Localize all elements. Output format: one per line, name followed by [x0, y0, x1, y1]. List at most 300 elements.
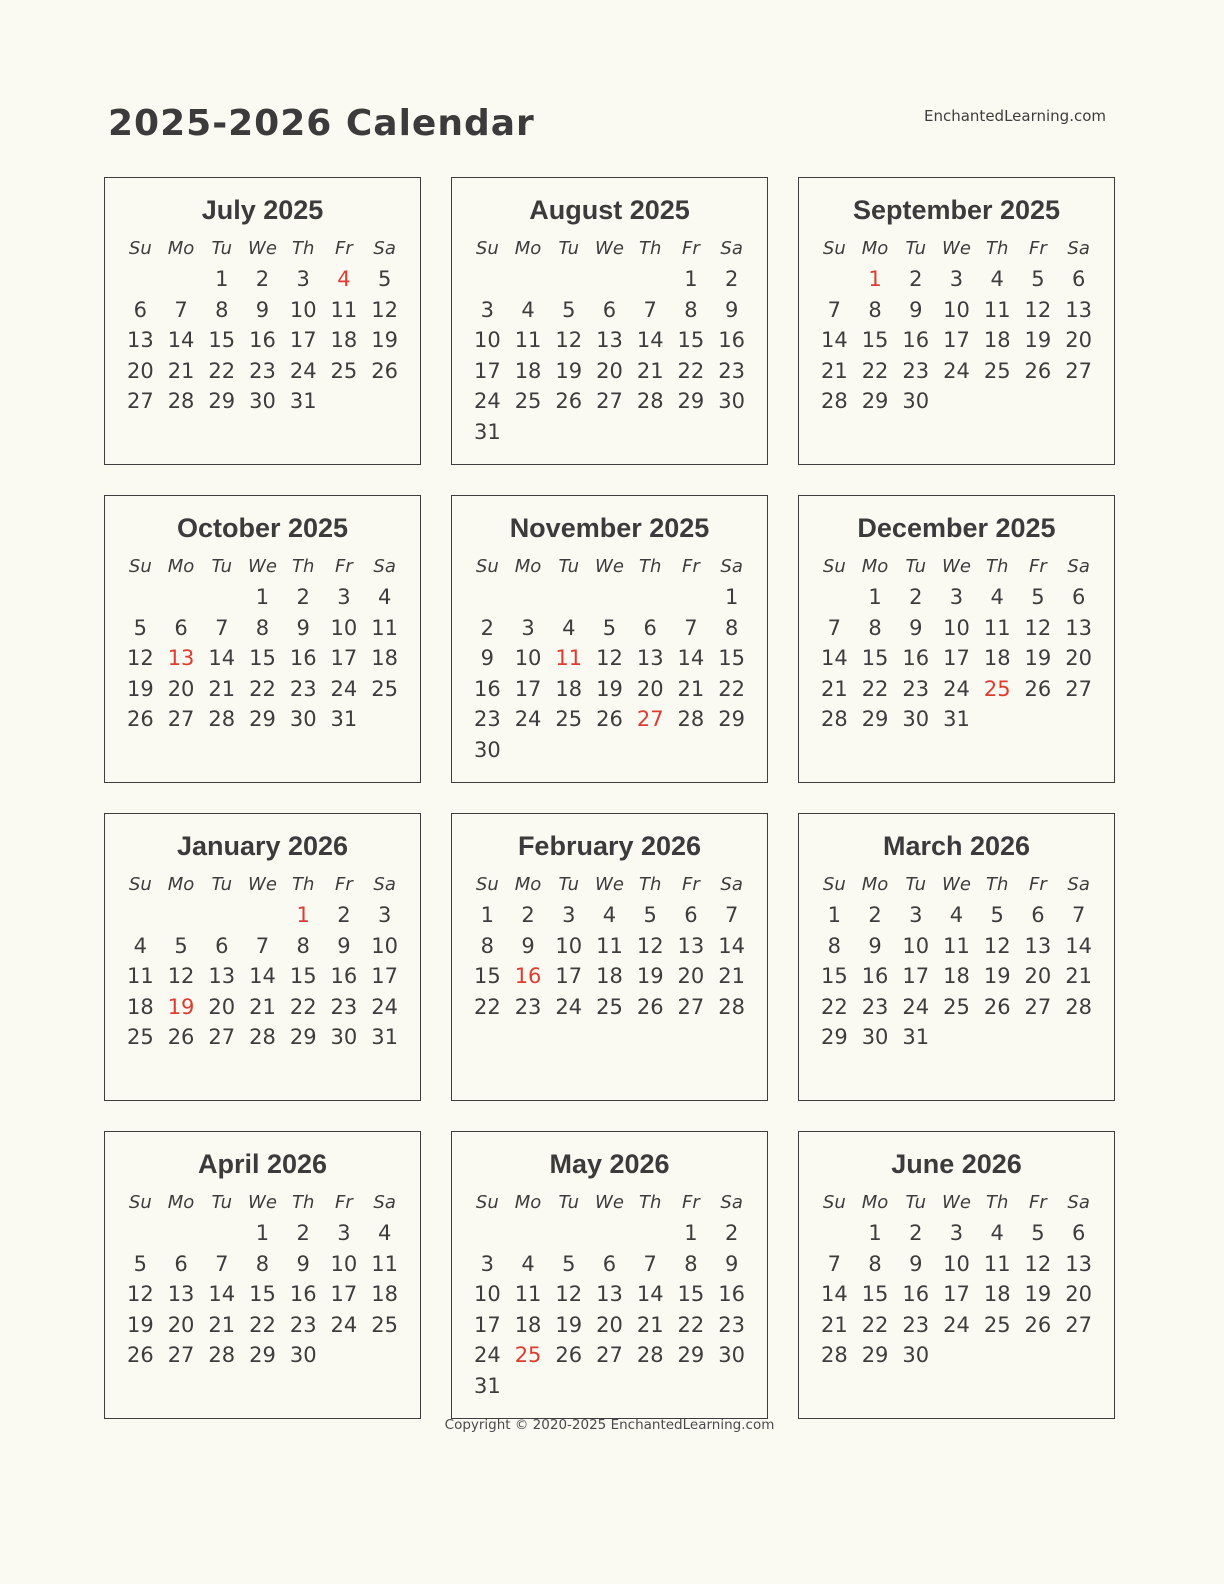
date-cell: 27: [167, 707, 195, 731]
date-cell: 12: [983, 933, 1011, 958]
date-cell: 29: [249, 1343, 276, 1367]
date-cell: 25: [983, 1312, 1011, 1337]
month-day-grid: [814, 900, 1099, 1053]
weekday-label: Fr: [1029, 238, 1047, 259]
date-cell: 28: [249, 1025, 276, 1049]
date-cell: 22: [861, 1312, 889, 1337]
date-cell: 15: [473, 964, 501, 988]
empty-cell: [671, 735, 712, 766]
date-cell: 13: [596, 328, 623, 352]
date-cell: 14: [820, 328, 848, 352]
date-cell: 2: [480, 615, 495, 640]
date-cell: 24: [555, 994, 583, 1019]
date-cell: 30: [902, 389, 930, 413]
empty-cell: [711, 417, 752, 448]
date-cell: 2: [868, 903, 882, 927]
empty-cell: [324, 386, 365, 417]
date-cell: 22: [861, 358, 889, 383]
date-cell: 11: [126, 964, 154, 988]
weekday-label: We: [942, 556, 971, 577]
weekday-label: Th: [292, 874, 315, 895]
date-cell: 20: [596, 1312, 623, 1337]
date-cell: 23: [289, 1312, 317, 1337]
date-cell: 30: [289, 707, 317, 731]
date-cell: 1: [868, 585, 882, 609]
date-cell: 16: [902, 646, 930, 670]
date-cell: 8: [827, 933, 842, 958]
date-cell: 20: [1065, 328, 1092, 352]
month-title: June 2026: [891, 1149, 1022, 1179]
weekday-label: Tu: [211, 1192, 233, 1213]
date-cell: 27: [677, 994, 705, 1019]
date-cell: 2: [909, 267, 923, 291]
empty-cell: [589, 735, 630, 766]
weekday-label: Mo: [514, 874, 542, 895]
date-cell: 28: [820, 389, 848, 413]
date-cell: 25: [126, 1025, 154, 1049]
weekday-label: Fr: [335, 1192, 353, 1213]
weekday-label: We: [942, 1192, 971, 1213]
date-cell: 12: [371, 297, 398, 322]
date-cell: 21: [1065, 964, 1092, 988]
date-cell: 14: [636, 1282, 664, 1306]
weekday-label: Fr: [1029, 874, 1047, 895]
weekday-label: Tu: [558, 874, 580, 895]
weekday-label: We: [248, 556, 277, 577]
date-cell: 21: [249, 994, 276, 1019]
weekday-header-row: [467, 1192, 752, 1213]
month-day-grid: [814, 1218, 1099, 1371]
empty-cell: [364, 1340, 405, 1371]
date-cell: 3: [296, 267, 310, 291]
weekday-label: Tu: [558, 556, 580, 577]
date-cell: 21: [820, 358, 848, 383]
empty-cell: [711, 1371, 752, 1402]
empty-cell: [589, 1371, 630, 1402]
date-cell: 8: [868, 297, 882, 322]
date-cell: 23: [249, 358, 276, 383]
date-cell: 16: [718, 1282, 745, 1306]
weekday-label: Th: [639, 874, 662, 895]
date-cell: 5: [990, 903, 1004, 927]
date-cell: 6: [1071, 267, 1086, 291]
weekday-label: Su: [128, 874, 152, 895]
weekday-label: Sa: [373, 556, 396, 577]
empty-cell: [1058, 1340, 1099, 1371]
weekday-header-row: [467, 874, 752, 895]
empty-cell: [548, 264, 589, 295]
date-cell: 28: [718, 994, 745, 1019]
date-cell: 21: [718, 964, 745, 988]
date-cell: 3: [480, 297, 495, 322]
date-cell: 25: [555, 707, 583, 731]
date-cell: 26: [1024, 676, 1052, 701]
date-cell: 11: [514, 328, 542, 352]
month-title: May 2026: [549, 1149, 670, 1179]
date-cell: 9: [480, 646, 495, 670]
month-day-grid: [120, 582, 405, 735]
weekday-header-row: [814, 874, 1099, 895]
date-cell: 25: [596, 994, 623, 1019]
empty-cell: [467, 582, 508, 613]
date-cell: 8: [215, 297, 229, 322]
date-cell: 24: [473, 1343, 501, 1367]
date-cell: 14: [1065, 933, 1092, 958]
date-cell: 7: [215, 1251, 229, 1276]
date-cell: 7: [255, 933, 270, 958]
date-cell: 9: [909, 1251, 923, 1276]
date-cell: 16: [330, 964, 358, 988]
date-cell: 24: [943, 1312, 970, 1337]
date-cell: 5: [1031, 267, 1045, 291]
date-cell: 16: [473, 676, 501, 701]
date-cell: 3: [949, 267, 964, 291]
date-cell: 10: [514, 646, 542, 670]
date-cell: 27: [208, 1025, 236, 1049]
date-cell: 7: [827, 615, 842, 640]
holiday-date-cell: 25: [983, 676, 1011, 701]
empty-cell: [936, 1340, 977, 1371]
weekday-label: Th: [986, 238, 1009, 259]
date-cell: 6: [174, 1251, 188, 1276]
date-cell: 28: [208, 1343, 236, 1367]
weekday-label: Sa: [720, 238, 743, 259]
date-cell: 14: [167, 328, 195, 352]
date-cell: 30: [289, 1343, 317, 1367]
weekday-header-row: [120, 1192, 405, 1213]
weekday-label: Mo: [861, 874, 889, 895]
weekday-label: Th: [292, 238, 315, 259]
date-cell: 27: [167, 1343, 195, 1367]
date-cell: 30: [902, 1343, 930, 1367]
month-card: [798, 1131, 1115, 1419]
page-title: 2025-2026 Calendar: [108, 103, 535, 144]
date-cell: 6: [602, 297, 617, 322]
date-cell: 8: [868, 615, 882, 640]
empty-cell: [548, 1371, 589, 1402]
weekday-label: Tu: [905, 1192, 927, 1213]
date-cell: 3: [521, 615, 535, 640]
date-cell: 18: [983, 646, 1011, 670]
date-cell: 27: [1024, 994, 1052, 1019]
weekday-label: Tu: [905, 556, 927, 577]
date-cell: 2: [296, 585, 310, 609]
empty-cell: [630, 1218, 671, 1249]
empty-cell: [548, 735, 589, 766]
date-cell: 7: [827, 297, 842, 322]
date-cell: 23: [330, 994, 358, 1019]
date-cell: 8: [480, 933, 495, 958]
weekday-label: Sa: [1067, 556, 1090, 577]
empty-cell: [671, 1371, 712, 1402]
weekday-label: We: [248, 1192, 277, 1213]
date-cell: 3: [949, 1221, 964, 1245]
empty-cell: [161, 1218, 202, 1249]
empty-cell: [201, 1218, 242, 1249]
date-cell: 12: [555, 1282, 583, 1306]
date-cell: 17: [943, 646, 970, 670]
weekday-label: Fr: [1029, 556, 1047, 577]
date-cell: 16: [289, 646, 317, 670]
date-cell: 3: [909, 903, 923, 927]
date-cell: 6: [1031, 903, 1045, 927]
weekday-label: Tu: [558, 238, 580, 259]
date-cell: 4: [521, 1251, 535, 1276]
date-cell: 19: [983, 964, 1011, 988]
date-cell: 5: [643, 903, 657, 927]
empty-cell: [364, 704, 405, 735]
month-card: [798, 495, 1115, 783]
date-cell: 1: [684, 267, 698, 291]
date-cell: 15: [820, 964, 848, 988]
date-cell: 9: [255, 297, 270, 322]
date-cell: 20: [167, 1312, 195, 1337]
date-cell: 16: [861, 964, 889, 988]
empty-cell: [508, 582, 549, 613]
holiday-date-cell: 19: [167, 994, 195, 1019]
date-cell: 18: [514, 358, 542, 383]
date-cell: 29: [289, 1025, 317, 1049]
date-cell: 31: [943, 707, 970, 731]
date-cell: 18: [371, 646, 398, 670]
date-cell: 22: [677, 358, 705, 383]
date-cell: 7: [1071, 903, 1086, 927]
date-cell: 8: [255, 1251, 270, 1276]
date-cell: 6: [684, 903, 698, 927]
weekday-label: Su: [128, 1192, 152, 1213]
date-cell: 27: [126, 389, 154, 413]
date-cell: 19: [555, 358, 583, 383]
empty-cell: [630, 264, 671, 295]
date-cell: 13: [167, 1282, 195, 1306]
weekday-label: Mo: [514, 1192, 542, 1213]
empty-cell: [589, 582, 630, 613]
date-cell: 13: [126, 328, 154, 352]
date-cell: 5: [562, 1251, 576, 1276]
empty-cell: [467, 264, 508, 295]
date-cell: 4: [377, 585, 392, 609]
date-cell: 6: [133, 297, 148, 322]
date-cell: 24: [943, 358, 970, 383]
date-cell: 10: [473, 1282, 501, 1306]
holiday-date-cell: 25: [514, 1343, 542, 1367]
empty-cell: [814, 1218, 855, 1249]
date-cell: 31: [902, 1025, 930, 1049]
weekday-label: Tu: [905, 238, 927, 259]
date-cell: 26: [555, 1343, 583, 1367]
date-cell: 13: [1065, 615, 1092, 640]
empty-cell: [201, 582, 242, 613]
date-cell: 17: [330, 1282, 358, 1306]
date-cell: 11: [596, 933, 623, 958]
date-cell: 8: [255, 615, 270, 640]
date-cell: 11: [983, 297, 1011, 322]
weekday-label: Sa: [1067, 1192, 1090, 1213]
date-cell: 26: [167, 1025, 195, 1049]
month-title: December 2025: [857, 513, 1056, 543]
weekday-label: Su: [822, 556, 846, 577]
empty-cell: [161, 582, 202, 613]
date-cell: 3: [337, 1221, 351, 1245]
month-day-grid: [814, 264, 1099, 417]
date-cell: 20: [126, 358, 154, 383]
date-cell: 5: [602, 615, 617, 640]
empty-cell: [814, 582, 855, 613]
date-cell: 20: [677, 964, 705, 988]
date-cell: 28: [677, 707, 705, 731]
weekday-label: We: [942, 874, 971, 895]
date-cell: 21: [820, 1312, 848, 1337]
empty-cell: [630, 582, 671, 613]
weekday-label: Sa: [720, 874, 743, 895]
date-cell: 9: [724, 1251, 739, 1276]
empty-cell: [1018, 1340, 1059, 1371]
date-cell: 2: [724, 1221, 739, 1245]
date-cell: 27: [596, 1343, 623, 1367]
date-cell: 15: [861, 1282, 889, 1306]
empty-cell: [120, 582, 161, 613]
date-cell: 15: [677, 328, 705, 352]
date-cell: 8: [296, 933, 310, 958]
date-cell: 10: [289, 297, 317, 322]
empty-cell: [977, 1340, 1018, 1371]
weekday-label: Mo: [861, 238, 889, 259]
month-title: October 2025: [176, 513, 349, 543]
date-cell: 7: [724, 903, 739, 927]
date-cell: 21: [208, 676, 236, 701]
weekday-label: We: [595, 238, 624, 259]
date-cell: 2: [909, 1221, 923, 1245]
date-cell: 17: [473, 358, 501, 383]
weekday-label: Su: [475, 556, 499, 577]
date-cell: 17: [555, 964, 583, 988]
weekday-label: Sa: [373, 1192, 396, 1213]
date-cell: 6: [643, 615, 657, 640]
date-cell: 16: [902, 328, 930, 352]
date-cell: 16: [902, 1282, 930, 1306]
date-cell: 30: [330, 1025, 358, 1049]
date-cell: 25: [371, 676, 398, 701]
date-cell: 2: [521, 903, 535, 927]
date-cell: 26: [126, 707, 154, 731]
date-cell: 5: [174, 933, 188, 958]
date-cell: 16: [249, 328, 276, 352]
month-card: [104, 177, 421, 465]
date-cell: 23: [902, 1312, 930, 1337]
weekday-label: Fr: [1029, 1192, 1047, 1213]
date-cell: 24: [371, 994, 398, 1019]
date-cell: 11: [371, 1251, 398, 1276]
weekday-label: Mo: [167, 874, 195, 895]
date-cell: 9: [296, 1251, 310, 1276]
date-cell: 18: [126, 994, 154, 1019]
date-cell: 19: [371, 328, 398, 352]
weekday-header-row: [814, 1192, 1099, 1213]
date-cell: 2: [909, 585, 923, 609]
empty-cell: [814, 264, 855, 295]
date-cell: 12: [126, 1282, 154, 1306]
date-cell: 14: [718, 933, 745, 958]
date-cell: 15: [861, 646, 889, 670]
date-cell: 19: [596, 676, 623, 701]
weekday-label: Su: [822, 1192, 846, 1213]
weekday-label: Tu: [211, 874, 233, 895]
date-cell: 18: [983, 1282, 1011, 1306]
empty-cell: [324, 1340, 365, 1371]
date-cell: 29: [820, 1025, 848, 1049]
date-cell: 4: [377, 1221, 392, 1245]
date-cell: 16: [289, 1282, 317, 1306]
empty-cell: [120, 264, 161, 295]
weekday-header-row: [120, 238, 405, 259]
date-cell: 3: [562, 903, 576, 927]
date-cell: 8: [724, 615, 739, 640]
date-cell: 14: [636, 328, 664, 352]
weekday-label: Sa: [720, 556, 743, 577]
date-cell: 12: [555, 328, 583, 352]
date-cell: 29: [718, 707, 745, 731]
month-title: February 2026: [517, 831, 702, 861]
date-cell: 5: [562, 297, 576, 322]
empty-cell: [548, 417, 589, 448]
date-cell: 10: [943, 1251, 970, 1276]
date-cell: 17: [902, 964, 930, 988]
weekday-label: Tu: [905, 874, 927, 895]
weekday-label: Mo: [167, 556, 195, 577]
month-title: March 2026: [882, 831, 1031, 861]
date-cell: 31: [289, 389, 317, 413]
date-cell: 7: [643, 1251, 657, 1276]
date-cell: 2: [255, 267, 270, 291]
month-card: [798, 813, 1115, 1101]
date-cell: 19: [636, 964, 664, 988]
date-cell: 11: [514, 1282, 542, 1306]
date-cell: 3: [337, 585, 351, 609]
date-cell: 11: [943, 933, 970, 958]
date-cell: 30: [718, 1343, 745, 1367]
weekday-label: Su: [822, 238, 846, 259]
month-day-grid: [120, 900, 405, 1053]
empty-cell: [120, 900, 161, 931]
date-cell: 1: [215, 267, 229, 291]
weekday-label: Fr: [335, 556, 353, 577]
date-cell: 26: [636, 994, 664, 1019]
empty-cell: [242, 900, 283, 931]
empty-cell: [711, 735, 752, 766]
date-cell: 17: [371, 964, 398, 988]
empty-cell: [1058, 704, 1099, 735]
date-cell: 14: [677, 646, 705, 670]
date-cell: 26: [1024, 358, 1052, 383]
weekday-label: Fr: [335, 238, 353, 259]
weekday-label: Th: [292, 556, 315, 577]
date-cell: 31: [371, 1025, 398, 1049]
date-cell: 30: [249, 389, 276, 413]
date-cell: 20: [208, 994, 236, 1019]
date-cell: 6: [1071, 585, 1086, 609]
date-cell: 2: [724, 267, 739, 291]
date-cell: 15: [861, 328, 889, 352]
date-cell: 22: [473, 994, 501, 1019]
weekday-label: Su: [475, 238, 499, 259]
weekday-label: We: [942, 238, 971, 259]
date-cell: 4: [990, 267, 1004, 291]
date-cell: 27: [1065, 358, 1092, 383]
date-cell: 5: [1031, 585, 1045, 609]
date-cell: 22: [208, 358, 236, 383]
date-cell: 18: [514, 1312, 542, 1337]
weekday-label: We: [595, 1192, 624, 1213]
